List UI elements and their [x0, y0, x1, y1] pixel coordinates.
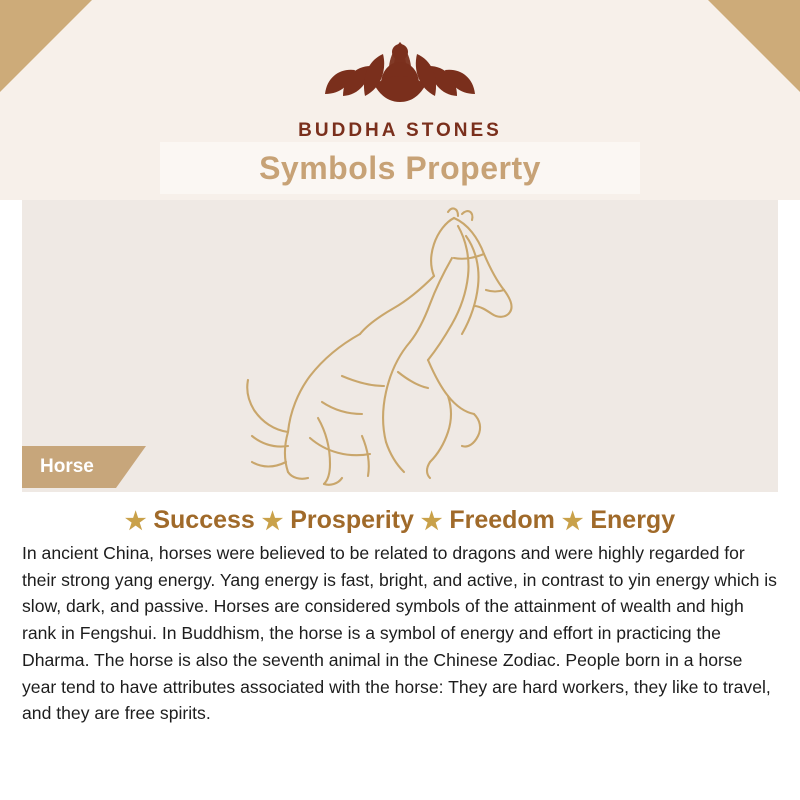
page-title: Symbols Property — [259, 149, 541, 186]
lotus-meditation-figure-icon — [0, 24, 800, 116]
title-plate — [160, 142, 640, 194]
ribbon-text: Horse — [40, 456, 94, 477]
star-icon: ★ — [261, 508, 284, 535]
keyword-energy: Energy — [590, 506, 676, 534]
star-icon: ★ — [420, 508, 443, 535]
brand-name: BUDDHA STONES — [298, 120, 502, 141]
keyword-freedom: Freedom — [449, 506, 555, 534]
keyword-success: Success — [153, 506, 255, 534]
star-icon: ★ — [124, 508, 147, 535]
description-paragraph: In ancient China, horses were believed to be related to dragons and were highly regarded for their strong yang energy. Yang energy is fast, bright, and active, in contrast to yin energy which is slow, dark, and passive. Horses are considered symbols of the attainment of wealth and high rank in Fengshui. In Buddhism, the horse is a symbol of energy and effort in practicing the Dharma. The horse is also the seventh animal in the Chinese Zodiac. People born in a horse year tend to have attributes associated with the horse: They are hard workers, they like to travel, and they are free spirits. — [22, 543, 777, 724]
keyword-prosperity: Prosperity — [290, 506, 414, 534]
brand-logo — [0, 24, 800, 142]
ribbon-tail — [116, 446, 146, 488]
content-area — [0, 492, 800, 800]
star-icon: ★ — [561, 508, 584, 535]
keyword-list — [0, 506, 800, 536]
ribbon-body — [22, 446, 116, 488]
ribbon-label-horse — [22, 446, 146, 488]
